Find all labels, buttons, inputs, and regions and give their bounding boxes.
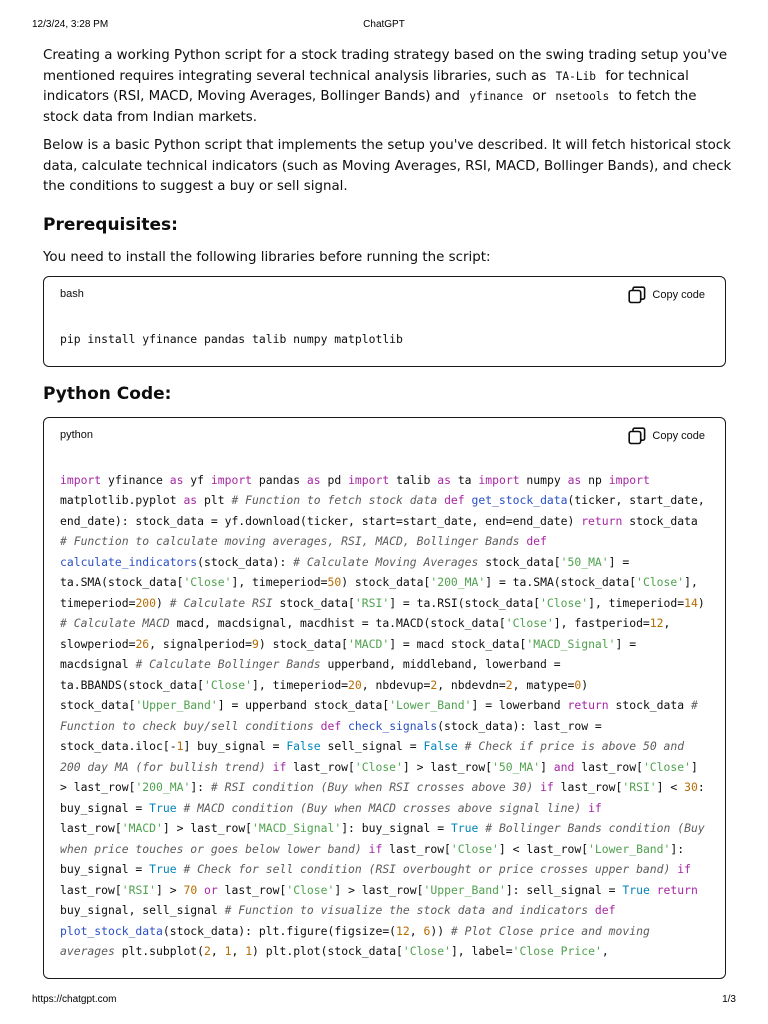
copy-code-button[interactable] bbox=[628, 427, 705, 445]
code-text: macd, macdsignal, macdhist = ta.MACD(stock_data[ bbox=[169, 616, 506, 630]
code-text: , slowperiod= bbox=[60, 616, 678, 651]
code-comment: # Calculate Bollinger Bands bbox=[135, 657, 321, 671]
copy-code-label: Copy code bbox=[652, 429, 705, 442]
footer-url: https://chatgpt.com bbox=[32, 994, 117, 1005]
code-text: pandas bbox=[252, 472, 307, 487]
code-string: '200_MA' bbox=[135, 780, 191, 794]
code-number: 30 bbox=[684, 780, 698, 794]
code-number: 2 bbox=[204, 944, 211, 958]
code-block-header bbox=[44, 277, 725, 315]
code-string: 'MACD_Signal' bbox=[252, 821, 342, 835]
code-text: ] > last_row[ bbox=[60, 759, 705, 794]
code-string: '50_MA' bbox=[492, 759, 541, 774]
code-text: ]: buy_signal = bbox=[60, 841, 691, 876]
code-boolean: False bbox=[286, 739, 321, 753]
code-text: ]: buy_signal = bbox=[341, 821, 451, 835]
code-number: 2 bbox=[430, 677, 438, 692]
code-string: 'Close' bbox=[354, 759, 403, 774]
code-text: np bbox=[581, 472, 609, 487]
intro-text-a: Creating a working Python script for a stock trading strategy based on the swing trading setup you've mentioned requires integrating several technical analysis libraries, such as bbox=[43, 48, 728, 84]
code-text: last_row[ bbox=[574, 759, 643, 774]
code-string: 'RSI' bbox=[121, 882, 157, 897]
code-text: last_row[ bbox=[553, 780, 623, 794]
code-number: 6 bbox=[423, 923, 431, 938]
code-keyword: if bbox=[368, 841, 383, 856]
code-text: , signalperiod= bbox=[149, 636, 253, 651]
code-comment: # Check for sell condition (RSI overbought or price crosses upper band) bbox=[183, 862, 671, 876]
code-text: ] = ta.SMA(stock_data[ bbox=[60, 554, 637, 589]
code-text: (stock_data): plt.figure(figsize=( bbox=[162, 923, 397, 938]
code-function-name: get_stock_data bbox=[471, 493, 568, 507]
code-text: yf bbox=[183, 472, 211, 487]
code-text: ] bbox=[540, 759, 554, 774]
code-text bbox=[588, 903, 595, 917]
code-string: 'MACD_Signal' bbox=[526, 636, 616, 651]
code-text: ], label= bbox=[450, 944, 513, 958]
code-text: )) bbox=[430, 923, 451, 938]
python-code-heading: Python Code: bbox=[43, 383, 172, 404]
code-text: ] > last_row[ bbox=[402, 759, 493, 774]
code-string: 'Close' bbox=[402, 944, 451, 958]
code-string: 'Close' bbox=[183, 575, 232, 589]
code-keyword: return bbox=[656, 882, 698, 897]
code-string: 'Lower_Band' bbox=[588, 841, 671, 856]
code-keyword: as bbox=[567, 472, 582, 487]
code-text: last_row[ bbox=[60, 862, 698, 897]
code-string: 'Close' bbox=[450, 841, 499, 856]
prerequisites-heading: Prerequisites: bbox=[43, 214, 178, 235]
code-text: stock_data bbox=[622, 513, 705, 528]
code-comment: # Calculate Moving Averages bbox=[293, 554, 479, 569]
code-text: ] buy_signal = bbox=[183, 739, 287, 753]
code-text bbox=[650, 883, 657, 897]
code-text bbox=[616, 903, 623, 917]
code-keyword: as bbox=[183, 493, 198, 507]
code-text: plt bbox=[197, 493, 232, 507]
code-text: stock_data bbox=[608, 698, 691, 712]
code-string: 'Close' bbox=[204, 677, 253, 692]
code-text: , nbdevup= bbox=[361, 677, 431, 692]
code-number: 26 bbox=[135, 636, 150, 651]
code-comment: # Function to check buy/sell conditions bbox=[60, 698, 705, 733]
code-keyword: import bbox=[478, 472, 520, 487]
code-text: ) bbox=[697, 595, 712, 610]
code-text: stock_data[ bbox=[478, 554, 561, 569]
intro-text-d: to fetch the stock data from Indian markets. bbox=[43, 89, 697, 125]
code-keyword: if bbox=[588, 800, 602, 815]
code-boolean: True bbox=[450, 821, 479, 835]
code-text: sell_signal = bbox=[320, 739, 424, 753]
code-number: 50 bbox=[327, 575, 342, 589]
code-string: '200_MA' bbox=[430, 575, 486, 589]
bash-code-block bbox=[43, 276, 726, 367]
code-boolean: False bbox=[423, 739, 458, 753]
page-title: ChatGPT bbox=[363, 19, 405, 30]
copy-icon bbox=[628, 286, 646, 304]
code-text: ]: bbox=[190, 780, 211, 794]
code-text: ) stock_data[ bbox=[60, 677, 595, 712]
code-number: 12 bbox=[649, 616, 664, 630]
code-text: last_row[ bbox=[60, 800, 609, 835]
code-text: upperband, middleband, lowerband = ta.BBANDS(stock_data[ bbox=[60, 657, 568, 692]
code-number: 9 bbox=[252, 636, 259, 651]
code-text: talib bbox=[389, 472, 438, 487]
code-text bbox=[458, 739, 465, 753]
code-string: 'Upper_Band' bbox=[135, 698, 218, 712]
intro-text-b: for technical indicators (RSI, MACD, Moving Averages, Bollinger Bands) and bbox=[43, 68, 689, 104]
code-text: ] = lowerband bbox=[471, 698, 568, 712]
code-text: ] > bbox=[156, 882, 184, 897]
code-text: pd bbox=[320, 472, 349, 487]
code-text bbox=[314, 719, 321, 733]
code-keyword: def bbox=[320, 718, 342, 733]
code-string: 'Close' bbox=[642, 759, 691, 774]
code-text: buy_signal, sell_signal bbox=[60, 882, 705, 917]
code-text: , bbox=[601, 944, 609, 958]
code-text: stock_data[ bbox=[272, 595, 355, 610]
code-text: yfinance bbox=[101, 472, 170, 487]
code-comment: # RSI condition (Buy when RSI crosses above 30) bbox=[210, 780, 534, 794]
code-boolean: True bbox=[622, 882, 650, 897]
code-number: 2 bbox=[505, 677, 513, 692]
code-language-label: bash bbox=[60, 288, 84, 300]
code-number: 1 bbox=[224, 944, 232, 958]
prerequisites-text: You need to install the following libraries before running the script: bbox=[43, 249, 491, 265]
code-keyword: import bbox=[608, 472, 650, 487]
inline-code-talib: TA-Lib bbox=[555, 69, 597, 83]
code-keyword: import bbox=[210, 472, 253, 487]
code-boolean: True bbox=[149, 800, 177, 815]
code-text: ] < bbox=[656, 780, 685, 794]
code-text: ] < last_row[ bbox=[498, 841, 589, 856]
code-keyword: and bbox=[553, 759, 575, 774]
code-boolean: True bbox=[149, 862, 177, 876]
code-text: ], timeperiod= bbox=[60, 575, 705, 610]
code-keyword: as bbox=[169, 472, 184, 487]
code-text bbox=[266, 760, 273, 774]
code-comment: # Calculate RSI bbox=[169, 595, 273, 610]
code-comment: # Function to fetch stock data bbox=[231, 493, 438, 507]
code-keyword: import bbox=[60, 472, 102, 487]
page-number: 1/3 bbox=[722, 994, 736, 1005]
code-comment: # MACD condition (Buy when MACD crosses above signal line) bbox=[183, 800, 582, 815]
code-number: 1 bbox=[176, 739, 184, 753]
code-text: ], timeperiod= bbox=[588, 595, 685, 610]
code-string: 'Close' bbox=[286, 882, 335, 897]
code-keyword: as bbox=[306, 472, 321, 487]
code-keyword: as bbox=[437, 472, 451, 487]
code-keyword: import bbox=[348, 472, 390, 487]
intro-paragraph-2: Below is a basic Python script that implements the setup you've described. It will fetch historical stock data, calculate technical indicators (such as Moving Averages, RSI, MACD, Bollinger Bands), and check the conditions to suggest a buy or sell signal. bbox=[43, 138, 732, 194]
code-text: ) stock_data[ bbox=[341, 575, 431, 589]
code-keyword: if bbox=[540, 780, 554, 794]
code-text: ], fastperiod= bbox=[553, 616, 650, 630]
code-text: , nbdevdn= bbox=[437, 677, 506, 692]
code-keyword: def bbox=[526, 534, 547, 548]
code-string: 'Close' bbox=[636, 575, 685, 589]
code-function-name: calculate_indicators bbox=[60, 554, 198, 569]
code-string: 'Lower_Band' bbox=[389, 698, 472, 712]
code-text: , bbox=[210, 944, 225, 958]
code-text: ] > last_row[ bbox=[334, 882, 424, 897]
code-keyword: or bbox=[204, 882, 218, 897]
python-code bbox=[44, 456, 725, 978]
code-text: matplotlib.pyplot bbox=[60, 472, 657, 507]
code-text bbox=[547, 534, 554, 548]
code-string: '50_MA' bbox=[560, 554, 609, 569]
code-text: , matype= bbox=[512, 677, 575, 692]
code-keyword: def bbox=[444, 493, 465, 507]
python-code-block bbox=[43, 417, 726, 979]
code-number: 20 bbox=[348, 677, 362, 692]
intro-text-c: or bbox=[532, 89, 547, 104]
inline-code-yfinance: yfinance bbox=[469, 90, 524, 103]
code-keyword: def bbox=[594, 903, 616, 917]
code-text: ] = upperband stock_data[ bbox=[217, 698, 390, 712]
code-string: 'RSI' bbox=[622, 780, 657, 794]
code-text: ta bbox=[450, 472, 479, 487]
code-text: ], timeperiod= bbox=[252, 677, 349, 692]
bash-code: pip install yfinance pandas talib numpy matplotlib bbox=[60, 332, 403, 346]
code-comment: # Function to visualize the stock data and indicators bbox=[224, 903, 589, 917]
code-text: , bbox=[409, 923, 424, 938]
code-text: ) plt.plot(stock_data[ bbox=[252, 944, 403, 958]
code-number: 70 bbox=[183, 882, 198, 897]
code-text: (stock_data): last_row = stock_data.iloc[- bbox=[60, 718, 609, 753]
code-number: 1 bbox=[245, 944, 253, 958]
code-text: ]: sell_signal = bbox=[505, 882, 623, 897]
code-string: 'RSI' bbox=[354, 595, 390, 610]
code-comment: # Function to calculate moving averages, RSI, MACD, Bollinger Bands bbox=[60, 534, 520, 548]
copy-icon bbox=[628, 427, 646, 445]
code-text: (ticker, start_date, end_date): stock_data = yf.download(ticker, start=start_date, end=end_date) bbox=[60, 493, 712, 528]
code-comment: # Bollinger Bands condition (Buy when price touches or goes below lower band) bbox=[60, 821, 712, 856]
code-function-name: check_signals bbox=[348, 718, 438, 733]
code-number: 200 bbox=[135, 595, 157, 610]
code-keyword: if bbox=[272, 759, 287, 774]
code-string: 'MACD' bbox=[121, 821, 163, 835]
code-text: ] = ta.SMA(stock_data[ bbox=[485, 575, 637, 589]
code-text bbox=[362, 842, 369, 856]
code-text: ) stock_data[ bbox=[258, 636, 349, 651]
code-function-name: plot_stock_data bbox=[60, 923, 163, 938]
code-text: ) bbox=[156, 595, 170, 610]
copy-code-label: Copy code bbox=[652, 289, 705, 301]
code-comment: # Check if price is above 50 and 200 day MA (for bullish trend) bbox=[60, 739, 691, 774]
code-number: 12 bbox=[396, 923, 410, 938]
code-string: 'Close' bbox=[505, 616, 554, 630]
code-text: ] > last_row[ bbox=[162, 821, 253, 835]
code-text: , bbox=[231, 944, 246, 958]
code-string: 'Close Price' bbox=[512, 944, 602, 958]
code-keyword: return bbox=[581, 513, 623, 528]
code-comment: # Calculate MACD bbox=[60, 616, 170, 630]
code-number: 14 bbox=[684, 595, 698, 610]
code-text: plt.subplot( bbox=[114, 944, 205, 958]
inline-code-nsetools: nsetools bbox=[555, 90, 610, 103]
code-keyword: if bbox=[677, 862, 691, 876]
code-string: 'Upper_Band' bbox=[423, 882, 506, 897]
code-text: ] = macd stock_data[ bbox=[389, 636, 527, 651]
code-number: 0 bbox=[574, 677, 582, 692]
code-text: ] = ta.RSI(stock_data[ bbox=[389, 595, 541, 610]
article bbox=[43, 46, 733, 979]
code-text: (stock_data): bbox=[197, 554, 294, 569]
code-comment: # Plot Close price and moving averages bbox=[60, 923, 657, 958]
code-text: ], timeperiod= bbox=[231, 575, 328, 589]
code-text: last_row[ bbox=[217, 882, 287, 897]
print-datetime: 12/3/24, 3:28 PM bbox=[32, 19, 109, 30]
code-text bbox=[465, 493, 472, 507]
code-string: 'Close' bbox=[540, 595, 589, 610]
code-text: last_row[ bbox=[382, 841, 451, 856]
code-string: 'MACD' bbox=[348, 636, 390, 651]
copy-code-button[interactable] bbox=[628, 286, 705, 304]
code-text: numpy bbox=[519, 472, 568, 487]
intro-paragraph-1 bbox=[43, 46, 733, 128]
code-keyword: return bbox=[567, 698, 609, 712]
code-language-label: python bbox=[60, 428, 94, 441]
code-text: last_row[ bbox=[286, 759, 355, 774]
code-text: ] = macdsignal bbox=[60, 636, 643, 671]
code-text: : buy_signal = bbox=[60, 780, 712, 815]
code-block-header bbox=[44, 418, 725, 456]
